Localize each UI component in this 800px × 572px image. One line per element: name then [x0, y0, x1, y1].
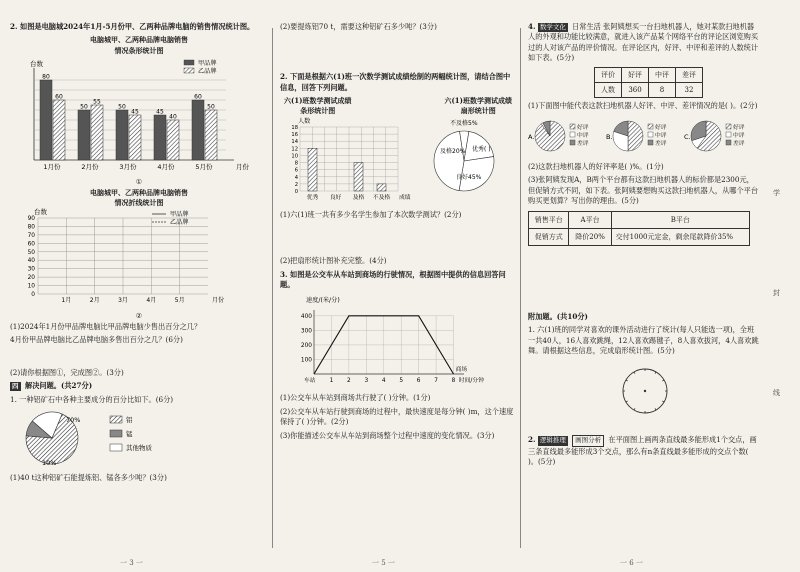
legend-label: 中评 — [733, 133, 745, 140]
legend-label: 好评 — [655, 125, 667, 132]
promo-table — [528, 211, 750, 246]
x-tick-label: 及格 — [352, 194, 365, 201]
y-tick-label: 10 — [291, 153, 298, 160]
mid-q2-2: (2)把扇形统计图补充完整。(4分) — [280, 256, 387, 266]
legend-label: 铝 — [126, 415, 133, 424]
middle-column — [280, 22, 516, 552]
bar-乙品牌-1月份 — [53, 100, 65, 160]
y-tick-label: 20 — [27, 274, 35, 281]
y-tick-label: 0 — [294, 188, 298, 195]
page-number-left: 一 3 一 — [120, 558, 143, 567]
legend-label: 中评 — [655, 133, 667, 140]
pie-label-good: 良好45% — [456, 173, 482, 181]
left-q2-1: (1)2024年1月份甲品牌电脑比甲品牌电脑少售出百分之几？ — [10, 321, 202, 331]
legend-label: 乙品牌 — [170, 218, 189, 226]
x-tick-label: 3月份 — [119, 162, 137, 171]
bar-乙品牌-3月份 — [129, 115, 141, 160]
review-table — [594, 67, 703, 98]
mall-label: 商场 — [455, 366, 468, 373]
x-axis-end: 月份 — [212, 296, 225, 304]
y-tick-label: 10 — [27, 283, 35, 290]
legend-label: 甲品牌 — [170, 210, 189, 218]
divider-1 — [272, 28, 273, 548]
pie-label-70: 70% — [66, 415, 81, 424]
score-bar-title-1: 六(1)班数学测试成绩 — [284, 96, 352, 106]
choice-letter: B. — [606, 133, 613, 142]
x-tick-label: 1月 — [61, 296, 72, 304]
activity-pie-circle — [620, 366, 670, 416]
right-q4-2: (2)这款扫地机器人的好评率是( )%。(1分) — [528, 161, 664, 171]
circle-tick — [634, 372, 635, 374]
y-tick-label: 80 — [27, 224, 35, 231]
y-axis-label: 人数 — [298, 117, 311, 125]
right-q4 — [528, 22, 760, 64]
circle-tick — [626, 401, 628, 402]
x-tick-label: 7 — [434, 377, 438, 384]
table-cell: 促销方式 — [529, 228, 569, 245]
x-axis-label: 时间/分钟 — [458, 377, 484, 384]
y-tick-label: 300 — [300, 328, 312, 335]
x-tick-label: 4月份 — [157, 162, 175, 171]
left-q2-title: 2. 如图是电脑城2024年1月-5月份甲、乙两种品牌电脑的销售情况统计图。 — [10, 22, 255, 31]
choice-letter: C. — [684, 133, 691, 142]
y-tick-label: 12 — [291, 145, 298, 152]
page-number-right: 一 6 一 — [620, 558, 643, 567]
bar-value-label: 45 — [156, 108, 164, 116]
mid-q3-1: (1)公交车从车站到商场共行驶了( )分钟。(1分) — [280, 393, 431, 403]
y-tick-label: 14 — [291, 138, 298, 145]
x-tick-label: 2月 — [89, 296, 100, 304]
x-tick-label: 5月份 — [195, 162, 213, 171]
legend-label: 好评 — [577, 125, 589, 132]
bar-乙品牌-2月份 — [91, 105, 103, 160]
section-header — [10, 381, 268, 391]
table-cell: 中评 — [649, 67, 676, 82]
x-tick-label: 1 — [329, 377, 334, 384]
mid-q3-title: 3. 如图是公交车从车站到商场的行驶情况，根据图中提供的信息回答问题。 — [280, 269, 506, 290]
circle-tick — [626, 380, 628, 381]
legend-label: 中评 — [577, 133, 589, 140]
table-cell: 交付1000元定金，剩余尾款降价35% — [611, 228, 749, 245]
circle-tick — [634, 408, 635, 410]
left-q1-1: (1)40 t这种铝矿石能提炼铝、锰各多少吨？(3分) — [10, 473, 167, 483]
legend-swatch — [648, 132, 653, 137]
x-tick-label: 5月 — [174, 296, 185, 304]
score-bar-优秀 — [308, 148, 317, 191]
legend-label: 差评 — [577, 141, 589, 148]
margin-char-2: 封 — [773, 289, 780, 297]
legend-swatch — [726, 124, 731, 129]
review-table-row — [595, 82, 703, 97]
table-cell: 32 — [676, 82, 703, 97]
x-tick-label: 6 — [416, 377, 421, 384]
bar-甲品牌-4月份 — [154, 115, 166, 160]
left-column — [10, 22, 268, 552]
bar-value-label: 50 — [118, 103, 126, 111]
y-tick-label: 2 — [294, 181, 298, 188]
legend-swatch — [110, 416, 122, 423]
bar-value-label: 45 — [131, 108, 139, 116]
b2-text: 在平面图上画两条直线最多能形成1个交点，画三条直线最多能形成3个交点，那么有n条直线最多能形成的交点个数( )。(5分) — [528, 435, 757, 466]
mid-q1-2: (2)要提炼铝70 t，需要这种铝矿石多少吨？(3分) — [280, 22, 437, 31]
b2-number: 2. — [528, 435, 536, 445]
circle-tick — [655, 372, 656, 374]
circle-tick — [662, 401, 664, 402]
bar-甲品牌-2月份 — [78, 110, 90, 160]
mid-q2-title: 2. 下面是根据六(1)班一次数学测试成绩绘制的两幅统计图，请结合图中信息，回答下列问题。 — [280, 72, 511, 92]
y-tick-label: 70 — [27, 232, 35, 239]
bar-乙品牌-4月份 — [167, 120, 179, 160]
bonus-q2 — [528, 435, 760, 467]
legend-label: 乙品牌 — [198, 67, 217, 75]
q4-tag: 数学文化 — [539, 23, 566, 31]
q4-title: 日常生活 张阿姨想买一台扫地机器人，她对某款扫地机器人的外观和功能比较满意，就进入该产品某个网络平台的评论区浏览购买过的人对该产品的评价情况。在评论区内，好评、中评和差评的人数统计如下表。(5分) — [528, 22, 759, 63]
table-cell: 好评 — [622, 67, 649, 82]
bar-乙品牌-5月份 — [205, 110, 217, 160]
table-cell: B平台 — [611, 211, 749, 228]
y-tick-label: 90 — [27, 215, 35, 222]
score-bar-title-2: 条形统计图 — [300, 106, 336, 116]
q4-number: 4. — [528, 22, 536, 31]
right-column — [528, 22, 760, 552]
promo-table-head — [529, 211, 750, 228]
x-tick-label: 良好 — [329, 194, 342, 201]
legend-label: 甲品牌 — [198, 59, 217, 67]
table-cell: 人数 — [595, 82, 622, 97]
ore-pie-chart — [10, 408, 260, 470]
b2-tag: 逻辑推理 — [539, 436, 566, 445]
x-tick-label: 1月份 — [43, 162, 61, 171]
bar-value-label: 60 — [194, 93, 202, 101]
circle-tick — [655, 408, 656, 410]
sales-bar-chart — [10, 56, 260, 174]
legend-swatch — [184, 60, 194, 65]
score-pie-title-1: 六(1)班数学测试成绩 — [444, 96, 512, 106]
legend-swatch — [726, 140, 731, 145]
legend-label: 锰 — [126, 429, 133, 438]
legend-swatch — [184, 68, 194, 73]
margin-char-1: 学 — [773, 189, 780, 197]
bar-value-label: 50 — [207, 103, 215, 111]
page-number-middle: 一 5 一 — [372, 558, 395, 567]
legend-swatch — [570, 140, 575, 145]
left-q2-1b: 4月份甲品牌电脑比乙品牌电脑多售出百分之几？(6分) — [10, 335, 183, 345]
bar-value-label: 60 — [55, 93, 63, 101]
score-charts — [280, 117, 516, 207]
bonus-title: 附加题。(共10分) — [528, 311, 588, 321]
left-q2-2: (2)请你根据图①，完成图②。(3分) — [10, 367, 124, 377]
bar-甲品牌-1月份 — [40, 80, 52, 160]
y-tick-label: 6 — [294, 167, 298, 174]
mid-q3-2: (2)公交车从车站行驶到商场的过程中，最快速度是每分钟( )m，这个速度保持了( )分钟。(2分) — [280, 406, 514, 427]
legend-swatch — [570, 124, 575, 129]
score-bar-及格 — [354, 162, 363, 190]
chart-label-2: ② — [135, 311, 143, 321]
line-chart-title-2: 情况折线统计图 — [114, 197, 164, 207]
x-tick-label: 2月份 — [81, 162, 99, 171]
x-axis-label: 成绩 — [399, 194, 411, 201]
y-axis-label: 台数 — [30, 59, 43, 68]
review-table-head — [595, 67, 703, 82]
legend-label: 差评 — [733, 141, 745, 148]
right-q4-3: (3)张阿姨发现A，B两个平台都有这款扫地机器人的标价都是2300元，但促销方式不同，如下表。张阿姨要想购买这款扫地机器人，从哪个平台购买更划算？写出你的理由。(5分) — [528, 175, 759, 206]
legend-label: 差评 — [655, 141, 667, 148]
circle-tick — [662, 380, 664, 381]
mid-q3-3: (3)你能描述公交车从车站到商场整个过程中速度的变化情况。(3分) — [280, 430, 495, 440]
y-tick-label: 18 — [291, 124, 298, 131]
y-tick-label: 16 — [291, 131, 298, 138]
y-tick-label: 400 — [300, 313, 312, 320]
bus-speed-chart — [280, 294, 516, 390]
y-tick-label: 0 — [31, 291, 35, 298]
y-axis-label: 速度/(米/分) — [306, 296, 340, 304]
x-tick-label: 8 — [451, 377, 456, 384]
y-tick-label: 8 — [294, 160, 298, 167]
x-tick-label: 4月 — [146, 296, 157, 304]
score-pie-slice — [434, 131, 464, 190]
left-q1-title: 1. 一种铝矿石中各种主要成分的百分比如下。(6分) — [10, 394, 174, 404]
mid-chart-titles — [280, 96, 516, 116]
pie-label-fail: 不及格5% — [450, 119, 478, 127]
table-cell: 降价20% — [569, 228, 611, 245]
score-bar-不及格 — [377, 183, 386, 190]
x-tick-label: 5 — [399, 377, 404, 384]
table-cell: 差评 — [676, 67, 703, 82]
y-tick-label: 40 — [27, 258, 35, 265]
bar-chart-title-2: 情况条形统计图 — [114, 45, 164, 55]
legend-label: 好评 — [733, 125, 745, 132]
line-chart-title-1: 电脑城甲、乙两种品牌电脑销售 — [90, 187, 188, 197]
y-tick-label: 30 — [27, 266, 35, 273]
y-tick-label: 4 — [294, 174, 298, 181]
score-pie-title-2: 扇形统计图 — [460, 106, 496, 116]
y-tick-label: 50 — [27, 249, 35, 256]
y-tick-label: 100 — [300, 357, 312, 364]
pie-label-pass: 及格20% — [440, 147, 466, 155]
bar-value-label: 55 — [93, 98, 101, 106]
bar-甲品牌-3月份 — [116, 110, 128, 160]
x-tick-label: 不及格 — [372, 194, 391, 201]
legend-swatch — [726, 132, 731, 137]
table-cell: 8 — [649, 82, 676, 97]
legend-swatch — [648, 124, 653, 129]
legend-swatch — [570, 132, 575, 137]
legend-swatch — [648, 140, 653, 145]
bonus-q1: 1. 六(1)班的同学对喜欢的课外活动进行了统计(每人只能选一项)，全班一共40人，16人喜欢跳绳，12人喜欢踢毽子，8人喜欢拔河，4人喜欢跳舞。请根据这些信息，完成扇形统计图。(5分) — [528, 325, 759, 356]
legend-swatch — [110, 430, 122, 437]
table-cell: 销售平台 — [529, 211, 569, 228]
chart-label-1: ① — [135, 177, 143, 187]
station-label: 车站 — [304, 377, 316, 384]
pie-label-10: 10% — [42, 458, 57, 467]
y-axis-label: 台数 — [34, 207, 47, 216]
x-tick-label: 优秀 — [306, 194, 319, 201]
promo-table-row — [529, 228, 750, 245]
margin-char-3: 线 — [773, 389, 780, 397]
y-tick-label: 60 — [27, 241, 35, 248]
bar-chart-title-1: 电脑城甲、乙两种品牌电脑销售 — [90, 35, 188, 45]
review-pie-choices — [528, 114, 760, 158]
x-tick-label: 2 — [347, 377, 351, 384]
x-tick-label: 3 — [364, 377, 369, 384]
section-tag: 四 — [12, 382, 19, 391]
y-tick-label: 200 — [300, 342, 312, 349]
right-q4-1: (1)下面图中能代表这款扫地机器人好评、中评、差评情况的是( )。(2分) — [528, 101, 758, 111]
table-cell: 评价 — [595, 67, 622, 82]
bar-value-label: 40 — [169, 113, 177, 121]
section-title: 解决问题。(共27分) — [25, 381, 93, 391]
choice-letter: A. — [528, 133, 535, 142]
x-axis-end: 月份 — [236, 162, 249, 171]
divider-2 — [520, 28, 521, 548]
legend-label: 其他物质 — [126, 443, 152, 452]
b2-tag-2: 画图分析 — [572, 435, 604, 446]
bar-甲品牌-5月份 — [192, 100, 204, 160]
table-cell: A平台 — [569, 211, 611, 228]
legend-swatch — [110, 444, 122, 451]
x-tick-label: 4 — [381, 377, 386, 384]
mid-q2-1: (1)六(1)班一共有多少名学生参加了本次数学测试？(2分) — [280, 210, 462, 220]
bar-value-label: 50 — [80, 103, 88, 111]
pie-label-excellent: 优秀( ) — [472, 145, 491, 153]
x-tick-label: 3月 — [118, 296, 128, 304]
table-cell: 360 — [622, 82, 649, 97]
choice-pie-slice — [628, 121, 643, 151]
bar-value-label: 80 — [42, 73, 50, 81]
sales-line-chart — [10, 208, 260, 308]
